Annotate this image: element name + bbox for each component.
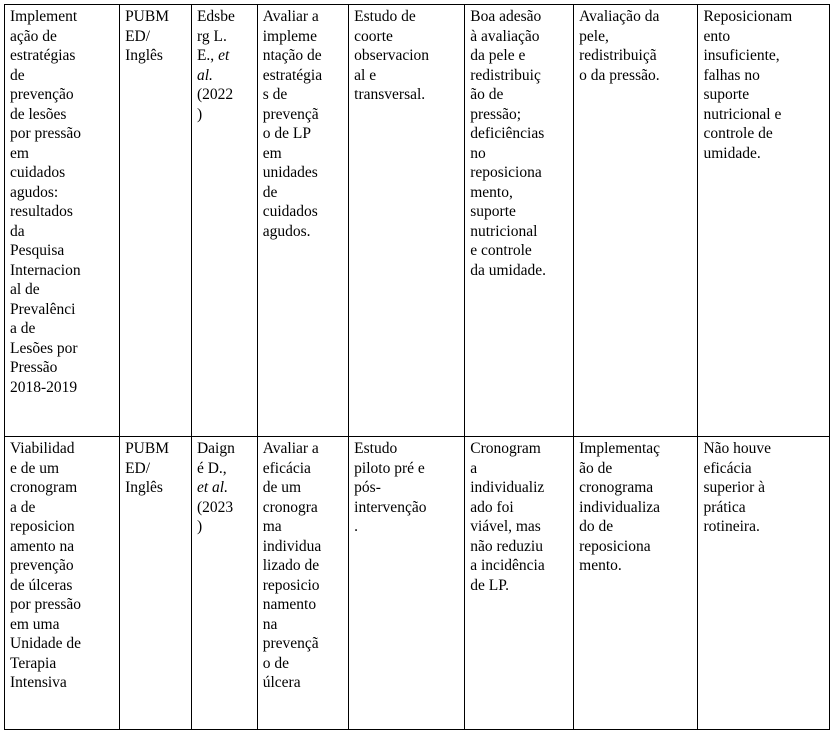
study-title-cell: Implement ação de estratégias de prevenção de lesões por pressão em cuidados agudos: resultados da Pesquisa Internacion al de Prevalênci a de Lesões por Pressão 2018-2019	[5, 5, 120, 437]
author-year: (2022 )	[196, 86, 234, 123]
objective-cell: Avaliar a impleme ntação de estratégia s de prevençã o de LP em unidades de cuidados agudos.	[257, 5, 348, 437]
author-et-al: et al.	[196, 479, 228, 496]
table-row	[5, 437, 830, 730]
table-row	[5, 5, 830, 437]
database-language-cell: PUBM ED/ Inglês	[120, 437, 192, 730]
conclusion-cell: Não houve eficácia superior à prática rotineira.	[698, 437, 830, 730]
study-title-cell: Viabilidad e de um cronogram a de reposicion amento na prevenção de úlceras por pressão em uma Unidade de Terapia Intensiva	[5, 437, 120, 730]
intervention-cell: Implementaç ão de cronograma individualiza do de reposiciona mento.	[574, 437, 698, 730]
author-et-al: et al.	[196, 47, 230, 84]
author-year: (2023 )	[196, 498, 234, 535]
database-language-cell: PUBM ED/ Inglês	[120, 5, 192, 437]
objective-cell: Avaliar a eficácia de um cronogra ma individua lizado de reposicio namento na prevençã o de úlcera	[257, 437, 348, 730]
study-design-cell: Estudo piloto pré e pós- intervenção .	[349, 437, 465, 730]
conclusion-cell: Reposicionam ento insuficiente, falhas no suporte nutricional e controle de umidade.	[698, 5, 830, 437]
study-design-cell: Estudo de coorte observacion al e transversal.	[349, 5, 465, 437]
author-name: Daign é D.,	[196, 440, 235, 477]
author-year-cell	[191, 5, 257, 437]
results-cell: Cronogram a individualiz ado foi viável, mas não reduziu a incidência de LP.	[465, 437, 574, 730]
studies-table	[4, 4, 830, 730]
author-year-cell	[191, 437, 257, 730]
intervention-cell: Avaliação da pele, redistribuiçã o da pressão.	[574, 5, 698, 437]
results-cell: Boa adesão à avaliação da pele e redistribuiç ão de pressão; deficiências no reposiciona mento, suporte nutricional e controle da umidade.	[465, 5, 574, 437]
author-name: Edsbe rg L. E.,	[196, 8, 235, 64]
